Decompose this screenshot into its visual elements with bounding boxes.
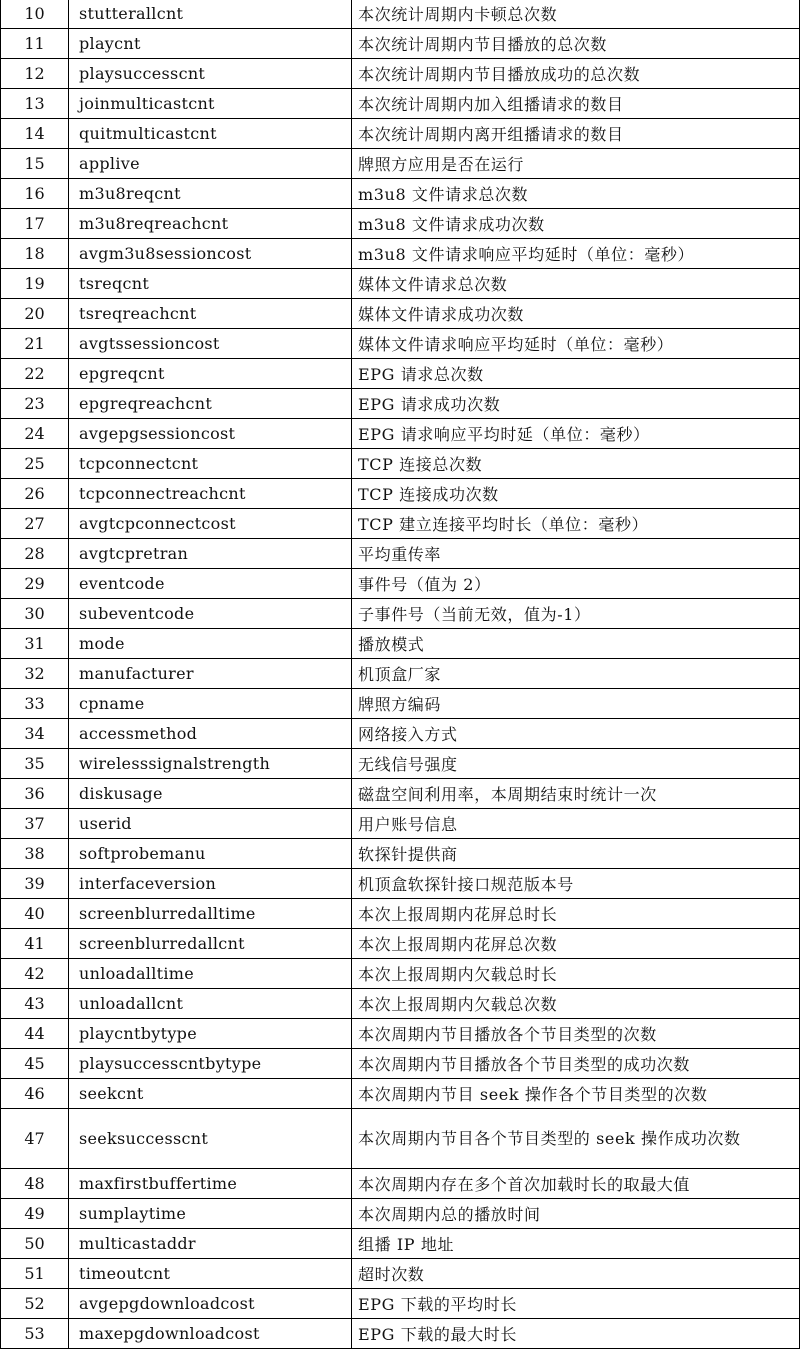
row-number: 43 xyxy=(1,989,69,1019)
field-description: 用户账号信息 xyxy=(352,809,800,839)
row-number: 14 xyxy=(1,119,69,149)
table-row xyxy=(1,629,800,659)
field-description: EPG 下载的平均时长 xyxy=(352,1289,800,1319)
field-description: 本次周期内总的播放时间 xyxy=(352,1199,800,1229)
table-row xyxy=(1,1229,800,1259)
field-description: 本次统计周期内节目播放的总次数 xyxy=(352,29,800,59)
field-name: epgreqcnt xyxy=(69,359,352,389)
field-name: applive xyxy=(69,149,352,179)
table-row xyxy=(1,209,800,239)
row-number: 15 xyxy=(1,149,69,179)
field-description: 本次周期内节目各个节目类型的 seek 操作成功次数 xyxy=(352,1109,800,1169)
row-number: 26 xyxy=(1,479,69,509)
row-number: 52 xyxy=(1,1289,69,1319)
table-row xyxy=(1,119,800,149)
field-name: interfaceversion xyxy=(69,869,352,899)
row-number: 35 xyxy=(1,749,69,779)
table-row xyxy=(1,809,800,839)
table-row xyxy=(1,299,800,329)
field-name: manufacturer xyxy=(69,659,352,689)
field-description: TCP 连接总次数 xyxy=(352,449,800,479)
field-description: 本次周期内节目播放各个节目类型的成功次数 xyxy=(352,1049,800,1079)
field-name: playsuccesscnt xyxy=(69,59,352,89)
table-row xyxy=(1,569,800,599)
table-row xyxy=(1,689,800,719)
row-number: 17 xyxy=(1,209,69,239)
table-row xyxy=(1,1019,800,1049)
row-number: 10 xyxy=(1,0,69,29)
field-name: sumplaytime xyxy=(69,1199,352,1229)
row-number: 49 xyxy=(1,1199,69,1229)
row-number: 36 xyxy=(1,779,69,809)
table-row xyxy=(1,329,800,359)
field-name: mode xyxy=(69,629,352,659)
field-description: 组播 IP 地址 xyxy=(352,1229,800,1259)
field-description: 机顶盒厂家 xyxy=(352,659,800,689)
row-number: 19 xyxy=(1,269,69,299)
table-row xyxy=(1,1079,800,1109)
row-number: 25 xyxy=(1,449,69,479)
table-row xyxy=(1,839,800,869)
table-row xyxy=(1,749,800,779)
field-name: unloadallcnt xyxy=(69,989,352,1019)
table-row xyxy=(1,989,800,1019)
field-description: m3u8 文件请求总次数 xyxy=(352,179,800,209)
field-description: m3u8 文件请求成功次数 xyxy=(352,209,800,239)
field-name: seeksuccesscnt xyxy=(69,1109,352,1169)
table-row xyxy=(1,509,800,539)
field-description: 子事件号（当前无效，值为-1） xyxy=(352,599,800,629)
table-row xyxy=(1,869,800,899)
row-number: 30 xyxy=(1,599,69,629)
field-name: avgm3u8sessioncost xyxy=(69,239,352,269)
table-row xyxy=(1,89,800,119)
row-number: 20 xyxy=(1,299,69,329)
row-number: 40 xyxy=(1,899,69,929)
field-name: seekcnt xyxy=(69,1079,352,1109)
field-name: unloadalltime xyxy=(69,959,352,989)
field-description: 事件号（值为 2） xyxy=(352,569,800,599)
field-name: avgtcpconnectcost xyxy=(69,509,352,539)
field-description: 平均重传率 xyxy=(352,539,800,569)
field-description: 本次统计周期内加入组播请求的数目 xyxy=(352,89,800,119)
field-description: 本次统计周期内卡顿总次数 xyxy=(352,0,800,29)
field-name: multicastaddr xyxy=(69,1229,352,1259)
table-row xyxy=(1,29,800,59)
field-name: accessmethod xyxy=(69,719,352,749)
row-number: 39 xyxy=(1,869,69,899)
table-row xyxy=(1,959,800,989)
field-description: 本次上报周期内欠载总次数 xyxy=(352,989,800,1019)
row-number: 22 xyxy=(1,359,69,389)
field-name: quitmulticastcnt xyxy=(69,119,352,149)
row-number: 38 xyxy=(1,839,69,869)
field-table-body xyxy=(1,0,800,1349)
field-name: playsuccesscntbytype xyxy=(69,1049,352,1079)
field-description: 牌照方应用是否在运行 xyxy=(352,149,800,179)
field-name: softprobemanu xyxy=(69,839,352,869)
field-description: 媒体文件请求响应平均延时（单位：毫秒） xyxy=(352,329,800,359)
field-description: EPG 请求成功次数 xyxy=(352,389,800,419)
field-name: tcpconnectreachcnt xyxy=(69,479,352,509)
field-description: 媒体文件请求总次数 xyxy=(352,269,800,299)
field-description: EPG 请求响应平均时延（单位：毫秒） xyxy=(352,419,800,449)
field-name: playcntbytype xyxy=(69,1019,352,1049)
table-row xyxy=(1,59,800,89)
row-number: 50 xyxy=(1,1229,69,1259)
field-name: playcnt xyxy=(69,29,352,59)
row-number: 42 xyxy=(1,959,69,989)
field-name: maxfirstbuffertime xyxy=(69,1169,352,1199)
field-name: stutterallcnt xyxy=(69,0,352,29)
field-name: eventcode xyxy=(69,569,352,599)
row-number: 23 xyxy=(1,389,69,419)
table-row xyxy=(1,779,800,809)
table-row xyxy=(1,269,800,299)
row-number: 12 xyxy=(1,59,69,89)
field-name: userid xyxy=(69,809,352,839)
field-description: 本次周期内节目播放各个节目类型的次数 xyxy=(352,1019,800,1049)
table-row xyxy=(1,719,800,749)
field-name: joinmulticastcnt xyxy=(69,89,352,119)
field-name: wirelesssignalstrength xyxy=(69,749,352,779)
row-number: 18 xyxy=(1,239,69,269)
table-row xyxy=(1,179,800,209)
field-name: avgtcpretran xyxy=(69,539,352,569)
field-description: 本次统计周期内离开组播请求的数目 xyxy=(352,119,800,149)
row-number: 53 xyxy=(1,1319,69,1349)
field-description: 牌照方编码 xyxy=(352,689,800,719)
field-name: m3u8reqreachcnt xyxy=(69,209,352,239)
field-description: 无线信号强度 xyxy=(352,749,800,779)
field-name: avgepgdownloadcost xyxy=(69,1289,352,1319)
field-name: timeoutcnt xyxy=(69,1259,352,1289)
field-description: EPG 请求总次数 xyxy=(352,359,800,389)
field-description: 本次上报周期内欠载总时长 xyxy=(352,959,800,989)
table-row xyxy=(1,0,800,29)
row-number: 31 xyxy=(1,629,69,659)
table-row xyxy=(1,359,800,389)
table-row xyxy=(1,539,800,569)
row-number: 48 xyxy=(1,1169,69,1199)
field-name: m3u8reqcnt xyxy=(69,179,352,209)
field-description: 本次周期内存在多个首次加载时长的取最大值 xyxy=(352,1169,800,1199)
field-description: TCP 建立连接平均时长（单位：毫秒） xyxy=(352,509,800,539)
row-number: 51 xyxy=(1,1259,69,1289)
row-number: 32 xyxy=(1,659,69,689)
table-row xyxy=(1,1289,800,1319)
field-name: tsreqcnt xyxy=(69,269,352,299)
row-number: 46 xyxy=(1,1079,69,1109)
row-number: 37 xyxy=(1,809,69,839)
row-number: 45 xyxy=(1,1049,69,1079)
field-description: 软探针提供商 xyxy=(352,839,800,869)
table-row xyxy=(1,239,800,269)
field-description: 磁盘空间利用率，本周期结束时统计一次 xyxy=(352,779,800,809)
table-row xyxy=(1,449,800,479)
table-row xyxy=(1,149,800,179)
table-row xyxy=(1,929,800,959)
field-name: diskusage xyxy=(69,779,352,809)
table-row xyxy=(1,1199,800,1229)
field-description: EPG 下载的最大时长 xyxy=(352,1319,800,1349)
row-number: 47 xyxy=(1,1109,69,1169)
row-number: 28 xyxy=(1,539,69,569)
field-description: 播放模式 xyxy=(352,629,800,659)
table-row xyxy=(1,1319,800,1349)
table-row xyxy=(1,899,800,929)
field-description: 本次上报周期内花屏总时长 xyxy=(352,899,800,929)
table-row xyxy=(1,599,800,629)
row-number: 33 xyxy=(1,689,69,719)
field-name: tsreqreachcnt xyxy=(69,299,352,329)
field-description: 本次上报周期内花屏总次数 xyxy=(352,929,800,959)
field-name: screenblurredallcnt xyxy=(69,929,352,959)
row-number: 41 xyxy=(1,929,69,959)
row-number: 21 xyxy=(1,329,69,359)
row-number: 29 xyxy=(1,569,69,599)
field-name: screenblurredalltime xyxy=(69,899,352,929)
field-name: avgepgsessioncost xyxy=(69,419,352,449)
table-row xyxy=(1,1109,800,1169)
field-name: epgreqreachcnt xyxy=(69,389,352,419)
row-number: 11 xyxy=(1,29,69,59)
field-description: m3u8 文件请求响应平均延时（单位：毫秒） xyxy=(352,239,800,269)
field-description: 本次统计周期内节目播放成功的总次数 xyxy=(352,59,800,89)
row-number: 27 xyxy=(1,509,69,539)
field-name: avgtssessioncost xyxy=(69,329,352,359)
field-description: 机顶盒软探针接口规范版本号 xyxy=(352,869,800,899)
field-description: 媒体文件请求成功次数 xyxy=(352,299,800,329)
table-row xyxy=(1,479,800,509)
field-name: maxepgdownloadcost xyxy=(69,1319,352,1349)
row-number: 24 xyxy=(1,419,69,449)
row-number: 13 xyxy=(1,89,69,119)
table-row xyxy=(1,1169,800,1199)
table-row xyxy=(1,419,800,449)
table-row xyxy=(1,659,800,689)
field-description: 网络接入方式 xyxy=(352,719,800,749)
table-row xyxy=(1,1259,800,1289)
field-description: 超时次数 xyxy=(352,1259,800,1289)
field-description: 本次周期内节目 seek 操作各个节目类型的次数 xyxy=(352,1079,800,1109)
field-name: subeventcode xyxy=(69,599,352,629)
field-name: tcpconnectcnt xyxy=(69,449,352,479)
table-row xyxy=(1,1049,800,1079)
field-description: TCP 连接成功次数 xyxy=(352,479,800,509)
field-name: cpname xyxy=(69,689,352,719)
row-number: 34 xyxy=(1,719,69,749)
row-number: 44 xyxy=(1,1019,69,1049)
row-number: 16 xyxy=(1,179,69,209)
table-row xyxy=(1,389,800,419)
